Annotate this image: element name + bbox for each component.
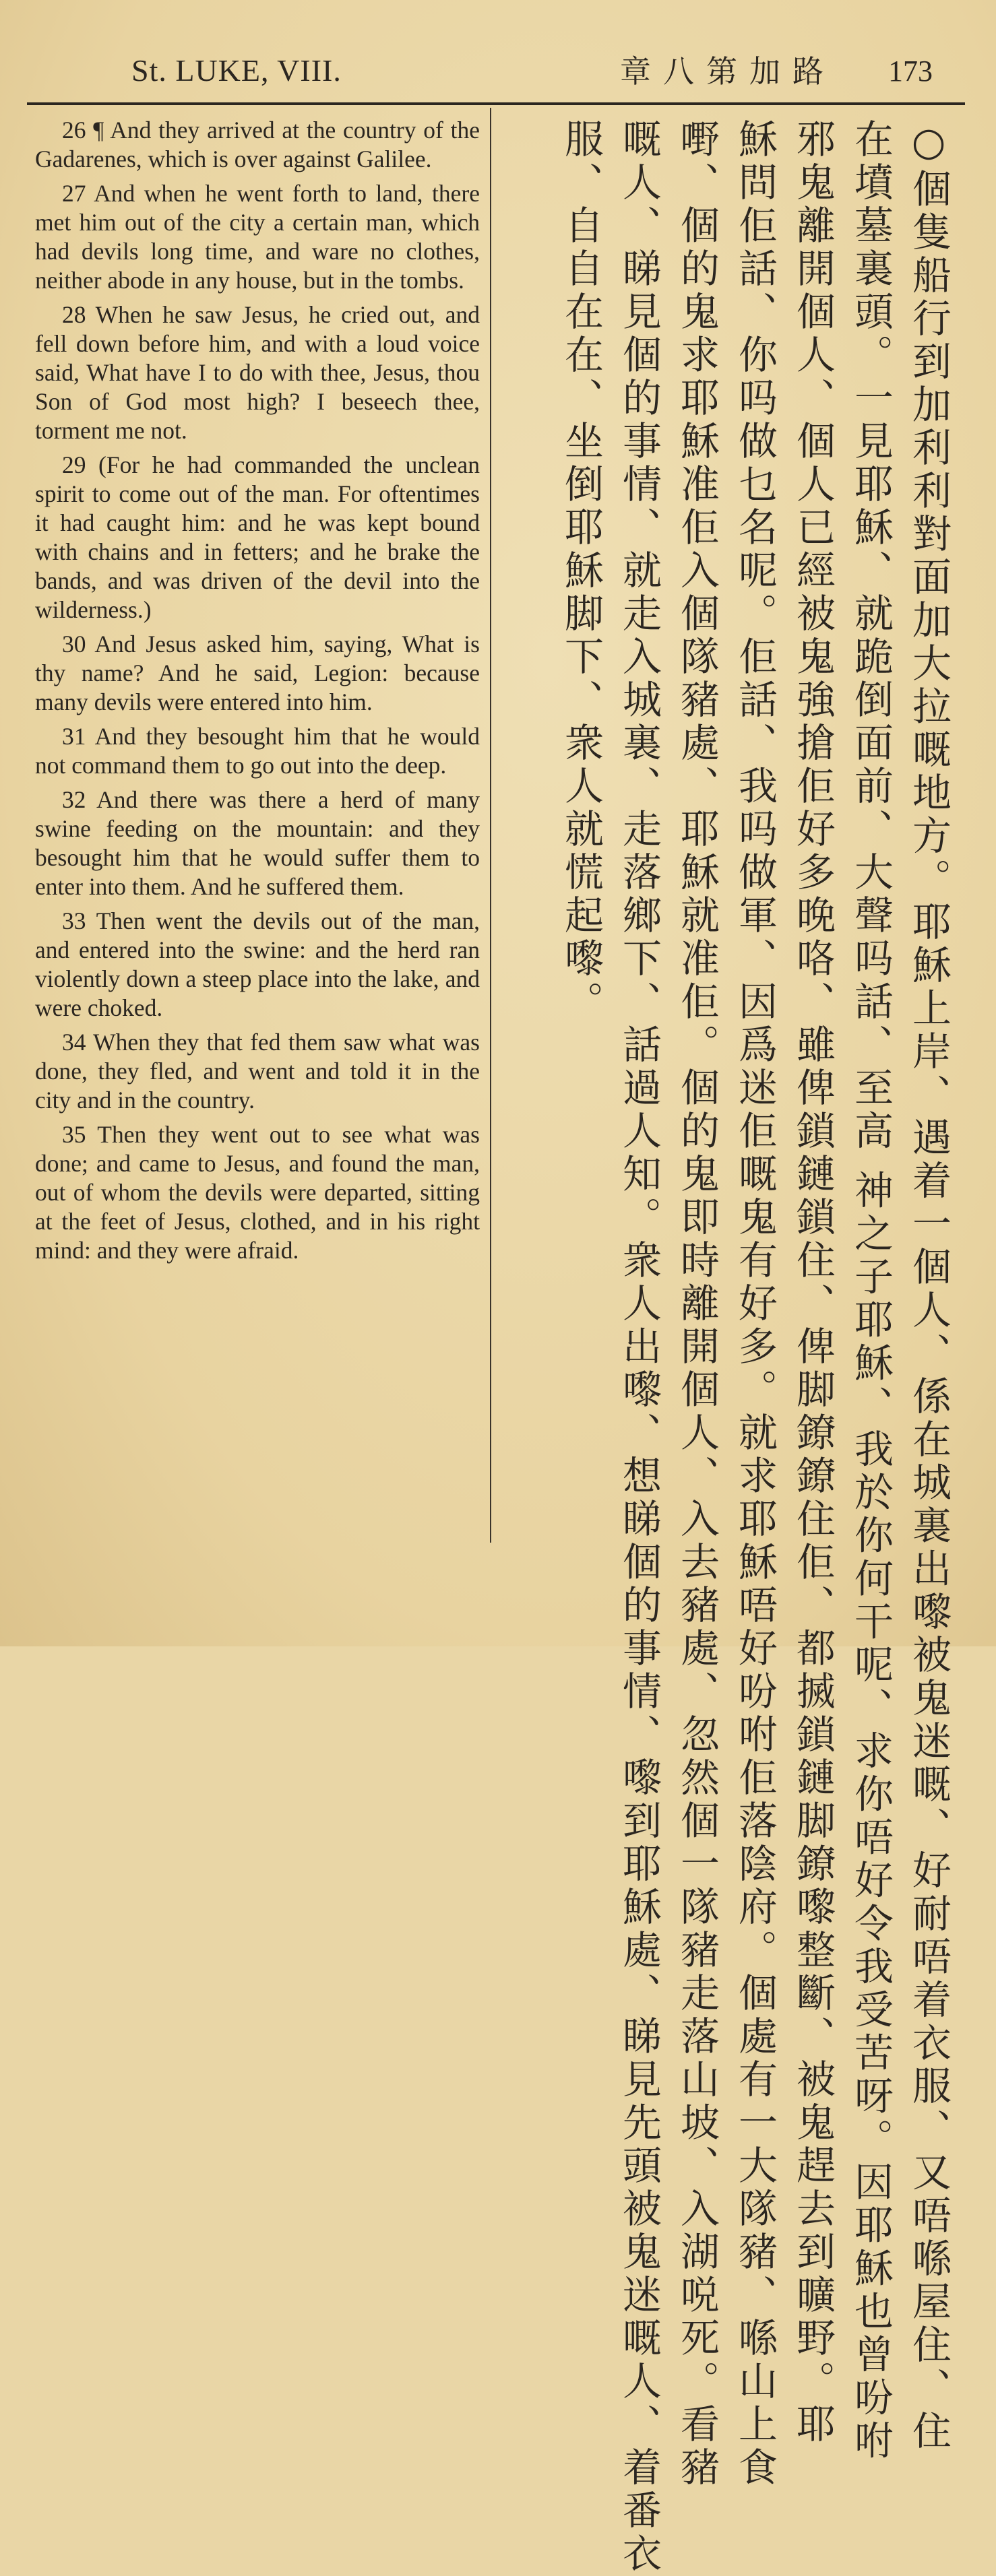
verse-29: 29 (For he had commanded the unclean spirit to come out of the man. For oftentimes it had caught him: and he was kept bound with chains and in fetters; and he brake the bands, and was driven of the devil into the wilderness.) [35,451,480,623]
chinese-column-3: 邪鬼離開個人、個人已經被鬼強搶佢好多晚咯、雖俾鎖鏈鎖住、俾脚鐐鐐住佢、都搣鎖鏈脚鐐嚟整斷、被鬼趕去到曠野。耶 [790,119,836,2447]
running-head-chinese: 章八第加路 [620,53,836,90]
verse-30: 30 And Jesus asked him, saying, What is thy name? And he said, Legion: because many devils were entered into him. [35,631,480,715]
page-number: 173 [888,55,933,88]
chinese-column-1: ○個隻船行到加利利對面加大拉嘅地方。耶穌上岸、遇着一個人、係在城裏出嚟被鬼迷嘅、好耐唔着衣服、又唔喺屋住、住 [906,119,952,2453]
running-head-english: St. LUKE, VIII. [131,53,342,88]
chinese-column-2: 在墳墓裏頭。一見耶穌、就跪倒面前、大聲吗話、至高 神之子耶穌、我於你何干呢、求你唔好令我受苦呀。因耶穌也曾吩咐 [848,119,894,2464]
verse-33: 33 Then went the devils out of the man, and entered into the swine: and the herd ran violently down a steep place into the lake, and were choked. [35,907,480,1021]
english-text-column [35,116,480,1270]
chinese-column-7: 服、自自在在、坐倒耶穌脚下、衆人就慌起嚟。 [558,119,604,1024]
column-divider [490,108,491,1543]
verse-34: 34 When they that fed them saw what was done, they fled, and went and told it in the city and in the country. [35,1029,480,1114]
verse-28: 28 When he saw Jesus, he cried out, and fell down before him, and with a loud voice said, What have I to do with thee, Jesus, thou Son of God most high? I beseech thee, torment me not. [35,301,480,444]
chinese-column-5: 嘢、個的鬼求耶穌准佢入個隊豬處、耶穌就准佢。個的鬼即時離開個人、入去豬處、忽然個一隊豬走落山坡、入湖哾死。看豬 [674,119,720,2490]
chinese-text-block [502,119,954,2576]
verse-32: 32 And there was there a herd of many swine feeding on the mountain: and they besought him that he would suffer them to enter into them. And he suffered them. [35,786,480,900]
header-rule [27,102,965,105]
chinese-column-4: 穌問佢話、你吗做乜名呢。佢話、我吗做軍、因爲迷佢嘅鬼有好多。就求耶穌唔好吩咐佢落陰府。個處有一大隊豬、喺山上食 [732,119,778,2490]
verse-31: 31 And they besought him that he would not command them to go out into the deep. [35,723,480,779]
verse-26: 26 ¶ And they arrived at the country of the Gadarenes, which is over against Galilee. [35,117,480,172]
verse-27: 27 And when he went forth to land, there met him out of the city a certain man, which had devils long time, and ware no clothes, neither abode in any house, but in the tombs. [35,180,480,294]
chinese-column-6: 嘅人、睇見個的事情、就走入城裏、走落鄉下、話過人知。衆人出嚟、想睇個的事情、嚟到耶穌處、睇見先頭被鬼迷嘅人、着番衣 [616,119,662,2576]
verse-35: 35 Then they went out to see what was done; and came to Jesus, and found the man, out of whom the devils were departed, sitting at the feet of Jesus, clothed, and in his right mind: and they were afraid. [35,1121,480,1264]
